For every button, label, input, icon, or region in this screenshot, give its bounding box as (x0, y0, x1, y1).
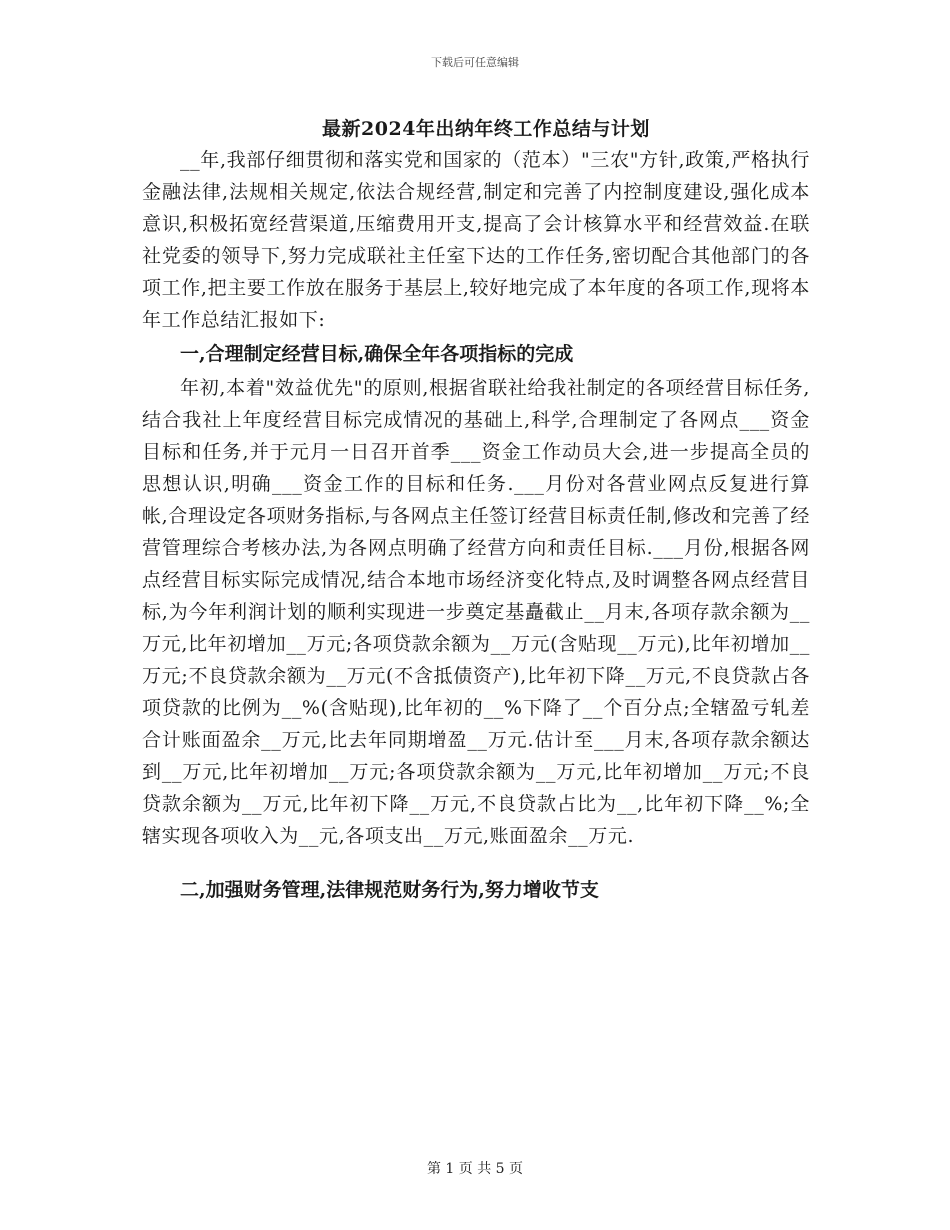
intro-paragraph: __年,我部仔细贯彻和落实党和国家的（范本）"三农"方针,政策,严格执行金融法律,法规相关规定,依法合规经营,制定和完善了内控制度建设,强化成本意识,积极拓宽经营渠道,压缩费用开支,提高了会计核算水平和经营效益.在联社党委的领导下,努力完成联社主任室下达的工作任务,密切配合其他部门的各项工作,把主要工作放在服务于基层上,较好地完成了本年度的各项工作,现将本年工作总结汇报如下: (142, 149, 810, 331)
section-heading-2: 二,加强财务管理,法律规范财务行为,努力增收节支 (180, 879, 599, 901)
section-1-paragraph: 年初,本着"效益优先"的原则,根据省联社给我社制定的各项经营目标任务,结合我社上年度经营目标完成情况的基础上,科学,合理制定了各网点___资金目标和任务,并于元月一日召开首季___资金工作动员大会,进一步提高全员的思想认识,明确___资金工作的目标和任务.___月份对各营业网点反复进行算帐,合理设定各项财务指标,与各网点主任签订经营目标责任制,修改和完善了经营管理综合考核办法,为各网点明确了经营方向和责任目标.___月份,根据各网点经营目标实际完成情况,结合本地市场经济变化特点,及时调整各网点经营目标,为今年利润计划的顺利实现进一步奠定基矗截止__月末,各项存款余额为__万元,比年初增加__万元;各项贷款余额为__万元(含贴现__万元),比年初增加__万元;不良贷款余额为__万元(不含抵债资产),比年初下降__万元,不良贷款占各项贷款的比例为__%(含贴现),比年初的__%下降了__个百分点;全辖盈亏轧差合计账面盈余__万元,比去年同期增盈__万元.估计至___月末,各项存款余额达到__万元,比年初增加__万元;各项贷款余额为__万元,比年初增加__万元;不良贷款余额为__万元,比年初下降__万元,不良贷款占比为__,比年初下降__%;全辖实现各项收入为__元,各项支出__万元,账面盈余__万元. (142, 377, 810, 847)
page-footer-number: 第 1 页 共 5 页 (426, 1161, 524, 1177)
document-body (142, 114, 810, 908)
page-header-note: 下载后可任意编辑 (431, 56, 519, 69)
document-title: 最新2024年出纳年终工作总结与计划 (322, 118, 650, 140)
section-heading-1: 一,合理制定经营目标,确保全年各项指标的完成 (180, 343, 574, 365)
